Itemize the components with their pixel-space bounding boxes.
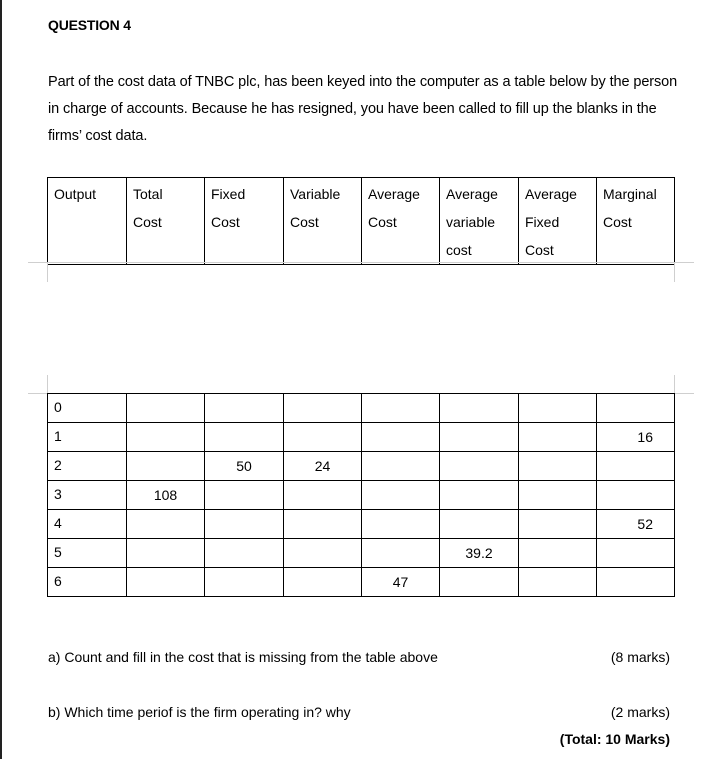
cell-total-cost bbox=[127, 394, 205, 423]
cell-output: 3 bbox=[48, 481, 127, 510]
cell-average-variable-cost bbox=[440, 481, 519, 510]
total-marks: (Total: 10 Marks) bbox=[559, 731, 670, 747]
header-fixed-cost: Fixed Cost bbox=[205, 178, 284, 265]
cell-average-variable-cost bbox=[440, 423, 519, 452]
cell-average-fixed-cost bbox=[519, 423, 597, 452]
cell-marginal-cost bbox=[597, 481, 675, 510]
cell-marginal-cost: 16 bbox=[597, 423, 675, 452]
header-average-cost: Average Cost bbox=[362, 178, 440, 265]
cell-output: 6 bbox=[48, 568, 127, 597]
table-row bbox=[48, 423, 675, 452]
cell-fixed-cost bbox=[205, 481, 284, 510]
cell-average-fixed-cost bbox=[519, 394, 597, 423]
cell-marginal-cost bbox=[597, 539, 675, 568]
table-row bbox=[48, 481, 675, 510]
cell-marginal-cost bbox=[597, 452, 675, 481]
cell-average-variable-cost bbox=[440, 394, 519, 423]
cell-average-fixed-cost bbox=[519, 539, 597, 568]
table-row bbox=[48, 452, 675, 481]
question-intro: Part of the cost data of TNBC plc, has been keyed into the computer as a table below by the person in charge of accounts. Because he has resigned, you have been called to fill up the blanks in the firms’ cost data. bbox=[48, 74, 678, 144]
cell-average-cost bbox=[362, 423, 440, 452]
cell-average-cost bbox=[362, 481, 440, 510]
cell-fixed-cost bbox=[205, 539, 284, 568]
question-a: a) Count and fill in the cost that is missing from the table above bbox=[48, 649, 438, 665]
cell-average-variable-cost bbox=[440, 452, 519, 481]
question-b: b) Which time periof is the firm operating in? why bbox=[48, 704, 351, 720]
cell-fixed-cost bbox=[205, 394, 284, 423]
header-marginal-cost: Marginal Cost bbox=[597, 178, 675, 265]
cost-table-body bbox=[47, 393, 675, 597]
page-break-tick-right bbox=[674, 262, 675, 282]
marks-a: (8 marks) bbox=[610, 649, 670, 665]
cost-table-header bbox=[47, 177, 675, 265]
question-title: QUESTION 4 bbox=[48, 17, 131, 33]
cell-average-cost bbox=[362, 452, 440, 481]
cell-total-cost bbox=[127, 510, 205, 539]
cell-variable-cost bbox=[284, 510, 362, 539]
page-break-tick-left-2 bbox=[47, 375, 48, 393]
page-break-tick-left bbox=[47, 262, 48, 282]
cell-output: 4 bbox=[48, 510, 127, 539]
header-average-variable-cost: Average variable cost bbox=[440, 178, 519, 265]
cell-total-cost bbox=[127, 568, 205, 597]
cell-output: 5 bbox=[48, 539, 127, 568]
cell-fixed-cost: 50 bbox=[205, 452, 284, 481]
cell-average-variable-cost bbox=[440, 568, 519, 597]
cell-fixed-cost bbox=[205, 510, 284, 539]
cell-variable-cost bbox=[284, 481, 362, 510]
cell-average-fixed-cost bbox=[519, 568, 597, 597]
page-break-tick-right-2 bbox=[674, 375, 675, 393]
cell-fixed-cost bbox=[205, 423, 284, 452]
cell-variable-cost bbox=[284, 568, 362, 597]
header-total-cost: Total Cost bbox=[127, 178, 205, 265]
cell-average-cost bbox=[362, 510, 440, 539]
cell-average-fixed-cost bbox=[519, 452, 597, 481]
cell-marginal-cost bbox=[597, 394, 675, 423]
cell-marginal-cost bbox=[597, 568, 675, 597]
cell-marginal-cost: 52 bbox=[597, 510, 675, 539]
table-row bbox=[48, 394, 675, 423]
cell-output: 1 bbox=[48, 423, 127, 452]
cell-total-cost bbox=[127, 423, 205, 452]
cell-average-variable-cost bbox=[440, 510, 519, 539]
page-break-line-top bbox=[28, 262, 694, 263]
cell-variable-cost bbox=[284, 539, 362, 568]
table-row bbox=[48, 539, 675, 568]
header-row bbox=[48, 178, 675, 265]
cell-total-cost bbox=[127, 539, 205, 568]
cell-fixed-cost bbox=[205, 568, 284, 597]
cell-average-cost bbox=[362, 394, 440, 423]
table-row bbox=[48, 510, 675, 539]
header-output: Output bbox=[48, 178, 127, 265]
header-variable-cost: Variable Cost bbox=[284, 178, 362, 265]
cell-variable-cost bbox=[284, 394, 362, 423]
cell-output: 2 bbox=[48, 452, 127, 481]
table-row bbox=[48, 568, 675, 597]
cell-average-fixed-cost bbox=[519, 481, 597, 510]
cell-average-cost: 47 bbox=[362, 568, 440, 597]
cell-output: 0 bbox=[48, 394, 127, 423]
cell-average-fixed-cost bbox=[519, 510, 597, 539]
cell-variable-cost: 24 bbox=[284, 452, 362, 481]
header-average-fixed-cost: Average Fixed Cost bbox=[519, 178, 597, 265]
cell-average-cost bbox=[362, 539, 440, 568]
page-left-edge bbox=[0, 0, 2, 759]
cell-total-cost: 108 bbox=[127, 481, 205, 510]
marks-b: (2 marks) bbox=[610, 704, 670, 720]
cell-total-cost bbox=[127, 452, 205, 481]
cell-average-variable-cost: 39.2 bbox=[440, 539, 519, 568]
cell-variable-cost bbox=[284, 423, 362, 452]
